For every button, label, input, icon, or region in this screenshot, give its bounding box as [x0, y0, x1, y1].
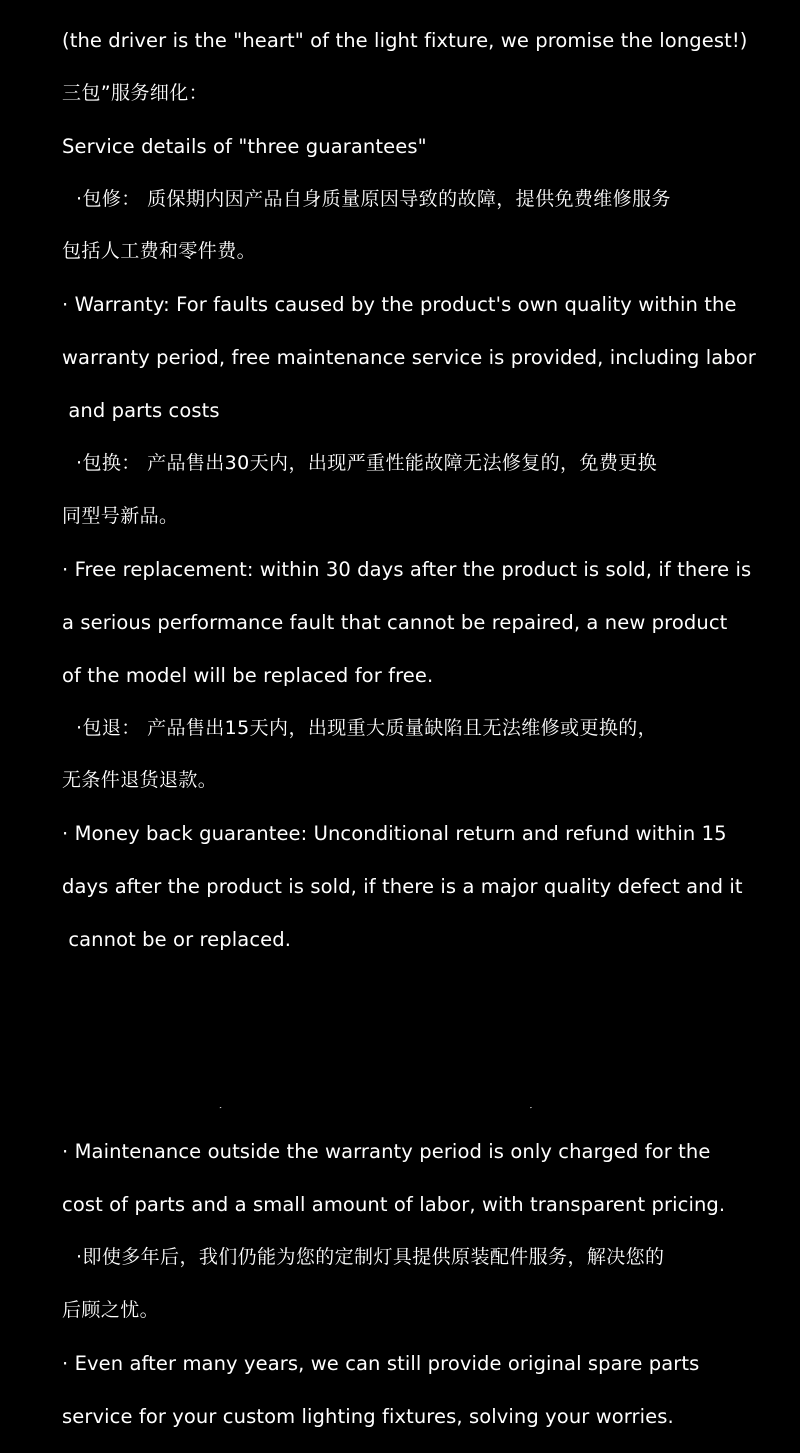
text-line: warranty period, free maintenance service is provided, including labor — [62, 346, 756, 369]
text-line: 包括人工费和零件费。 — [62, 240, 257, 262]
text-line: 同型号新品。 — [62, 504, 179, 527]
text-line: · Even after many years, we can still provide original spare parts — [62, 1351, 700, 1375]
bottom-spacer — [0, 957, 800, 1107]
text-line: · Maintenance outside the warranty period is only charged for the — [62, 1140, 711, 1163]
text-line: · Free replacement: within 30 days after the product is sold, if there is — [62, 557, 752, 581]
text-line: · Money back guarantee: Unconditional return and refund within 15 — [62, 822, 727, 845]
text-line: cannot be or replaced. — [62, 928, 292, 951]
text-line: cost of parts and a small amount of labor, with transparent pricing. — [62, 1193, 726, 1216]
text-line: Service details of "three guarantees" — [62, 134, 427, 158]
text-line: 无条件退货退款。 — [62, 769, 218, 791]
text-line: · Warranty: For faults caused by the product's own quality within the — [62, 293, 737, 316]
text-line: and parts costs — [62, 399, 220, 422]
text-line: 三包”服务细化： — [62, 81, 209, 104]
text-line: ·包换： 产品售出30天内，出现严重性能故障无法修复的，免费更换 — [76, 452, 658, 474]
text-line: of the model will be replaced for free. — [62, 663, 434, 687]
text-line: (the driver is the "heart" of the light fixture, we promise the longest!) — [62, 28, 748, 52]
text-line: ·包修： 质保期内因产品自身质量原因导致的故障，提供免费维修服务 — [76, 187, 671, 210]
text-line: a serious performance fault that cannot be repaired, a new product — [62, 610, 728, 634]
text-line: ·即使多年后，我们仍能为您的定制灯具提供原装配件服务，解决您的 — [76, 1246, 665, 1268]
text-line: service for your custom lighting fixtures, solving your worries. — [62, 1404, 674, 1428]
text-line: days after the product is sold, if there is a major quality defect and it — [62, 875, 743, 898]
text-line: 后顾之忧。 — [62, 1298, 160, 1321]
text-line: ·包退： 产品售出15天内，出现重大质量缺陷且无法维修或更换的， — [76, 716, 658, 739]
